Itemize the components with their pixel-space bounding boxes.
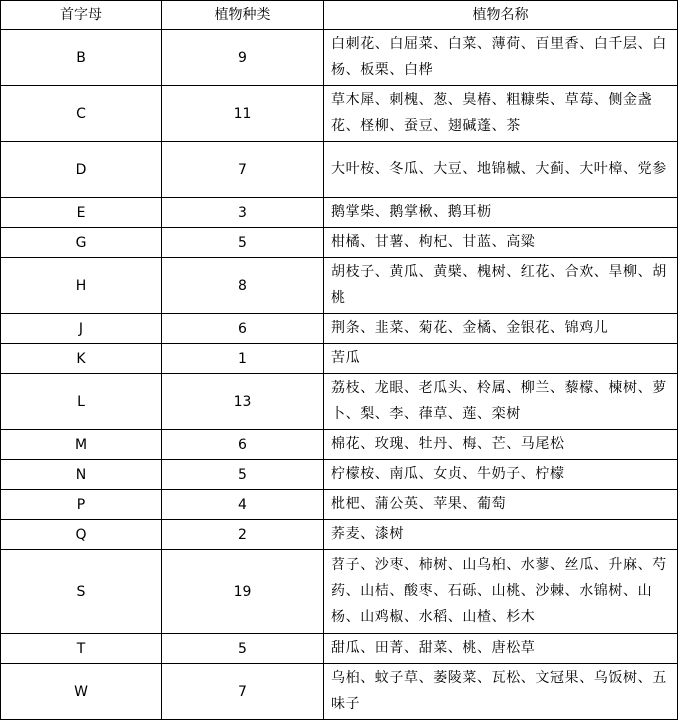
table-row bbox=[1, 228, 678, 258]
table-row bbox=[1, 520, 678, 550]
initial-letter-cell: W bbox=[1, 664, 162, 720]
plant-names-cell: 柠檬桉、南瓜、女贞、牛奶子、柠檬 bbox=[324, 460, 678, 490]
initial-letter-cell: C bbox=[1, 86, 162, 142]
plant-count-cell: 7 bbox=[162, 142, 324, 198]
plant-names-cell: 胡枝子、黄瓜、黄檗、槐树、红花、合欢、旱柳、胡桃 bbox=[324, 258, 678, 314]
plant-names-cell: 鹅掌柴、鹅掌楸、鹅耳枥 bbox=[324, 198, 678, 228]
table-row bbox=[1, 198, 678, 228]
initial-letter-cell: L bbox=[1, 374, 162, 430]
header-plant-names: 植物名称 bbox=[324, 1, 678, 30]
table-row bbox=[1, 142, 678, 198]
initial-letter-cell: D bbox=[1, 142, 162, 198]
plant-count-cell: 11 bbox=[162, 86, 324, 142]
initial-letter-cell: B bbox=[1, 30, 162, 86]
plant-names-cell: 枇杷、蒲公英、苹果、葡萄 bbox=[324, 490, 678, 520]
plant-count-cell: 5 bbox=[162, 634, 324, 664]
plant-count-cell: 5 bbox=[162, 228, 324, 258]
plant-count-cell: 6 bbox=[162, 430, 324, 460]
plant-count-cell: 1 bbox=[162, 344, 324, 374]
plant-count-cell: 9 bbox=[162, 30, 324, 86]
initial-letter-cell: T bbox=[1, 634, 162, 664]
plant-count-cell: 6 bbox=[162, 314, 324, 344]
initial-letter-cell: M bbox=[1, 430, 162, 460]
plant-count-cell: 19 bbox=[162, 550, 324, 634]
plant-names-cell: 苦瓜 bbox=[324, 344, 678, 374]
plant-names-cell: 草木犀、刺槐、葱、臭椿、粗糠柴、草莓、侧金盏花、柽柳、蚕豆、翅碱蓬、茶 bbox=[324, 86, 678, 142]
initial-letter-cell: K bbox=[1, 344, 162, 374]
initial-letter-cell: P bbox=[1, 490, 162, 520]
initial-letter-cell: E bbox=[1, 198, 162, 228]
table-row bbox=[1, 550, 678, 634]
table-row bbox=[1, 344, 678, 374]
plant-names-cell: 荞麦、漆树 bbox=[324, 520, 678, 550]
initial-letter-cell: H bbox=[1, 258, 162, 314]
plant-count-cell: 13 bbox=[162, 374, 324, 430]
plant-names-cell: 柑橘、甘薯、枸杞、甘蓝、高粱 bbox=[324, 228, 678, 258]
plant-names-cell: 甜瓜、田菁、甜菜、桃、唐松草 bbox=[324, 634, 678, 664]
table-row bbox=[1, 664, 678, 720]
plant-count-cell: 4 bbox=[162, 490, 324, 520]
initial-letter-cell: Q bbox=[1, 520, 162, 550]
table-row bbox=[1, 430, 678, 460]
table-row bbox=[1, 86, 678, 142]
initial-letter-cell: S bbox=[1, 550, 162, 634]
initial-letter-cell: N bbox=[1, 460, 162, 490]
table-row bbox=[1, 30, 678, 86]
plant-count-cell: 8 bbox=[162, 258, 324, 314]
plant-count-cell: 7 bbox=[162, 664, 324, 720]
plant-names-cell: 大叶桉、冬瓜、大豆、地锦槭、大蓟、大叶樟、党参 bbox=[324, 142, 678, 198]
plant-names-cell: 乌桕、蚊子草、萎陵菜、瓦松、文冠果、乌饭树、五味子 bbox=[324, 664, 678, 720]
plant-names-cell: 苕子、沙枣、柿树、山乌桕、水蓼、丝瓜、升麻、芍药、山桔、酸枣、石砾、山桃、沙棘、水锦树、山杨、山鸡椒、水稻、山楂、杉木 bbox=[324, 550, 678, 634]
plant-names-cell: 棉花、玫瑰、牡丹、梅、芒、马尾松 bbox=[324, 430, 678, 460]
table-header-row bbox=[1, 1, 678, 30]
plant-count-cell: 5 bbox=[162, 460, 324, 490]
plant-names-cell: 荆条、韭菜、菊花、金橘、金银花、锦鸡儿 bbox=[324, 314, 678, 344]
table-row bbox=[1, 460, 678, 490]
plant-names-cell: 白刺花、白屈菜、白菜、薄荷、百里香、白千层、白杨、板栗、白桦 bbox=[324, 30, 678, 86]
header-plant-count: 植物种类 bbox=[162, 1, 324, 30]
header-initial-letter: 首字母 bbox=[1, 1, 162, 30]
initial-letter-cell: G bbox=[1, 228, 162, 258]
table-row bbox=[1, 490, 678, 520]
initial-letter-cell: J bbox=[1, 314, 162, 344]
table-row bbox=[1, 258, 678, 314]
table-row bbox=[1, 634, 678, 664]
plant-count-cell: 2 bbox=[162, 520, 324, 550]
plant-names-cell: 荔枝、龙眼、老瓜头、柃属、柳兰、藜檬、楝树、萝卜、梨、李、葎草、莲、栾树 bbox=[324, 374, 678, 430]
table-row bbox=[1, 374, 678, 430]
table-row bbox=[1, 314, 678, 344]
plant-count-cell: 3 bbox=[162, 198, 324, 228]
